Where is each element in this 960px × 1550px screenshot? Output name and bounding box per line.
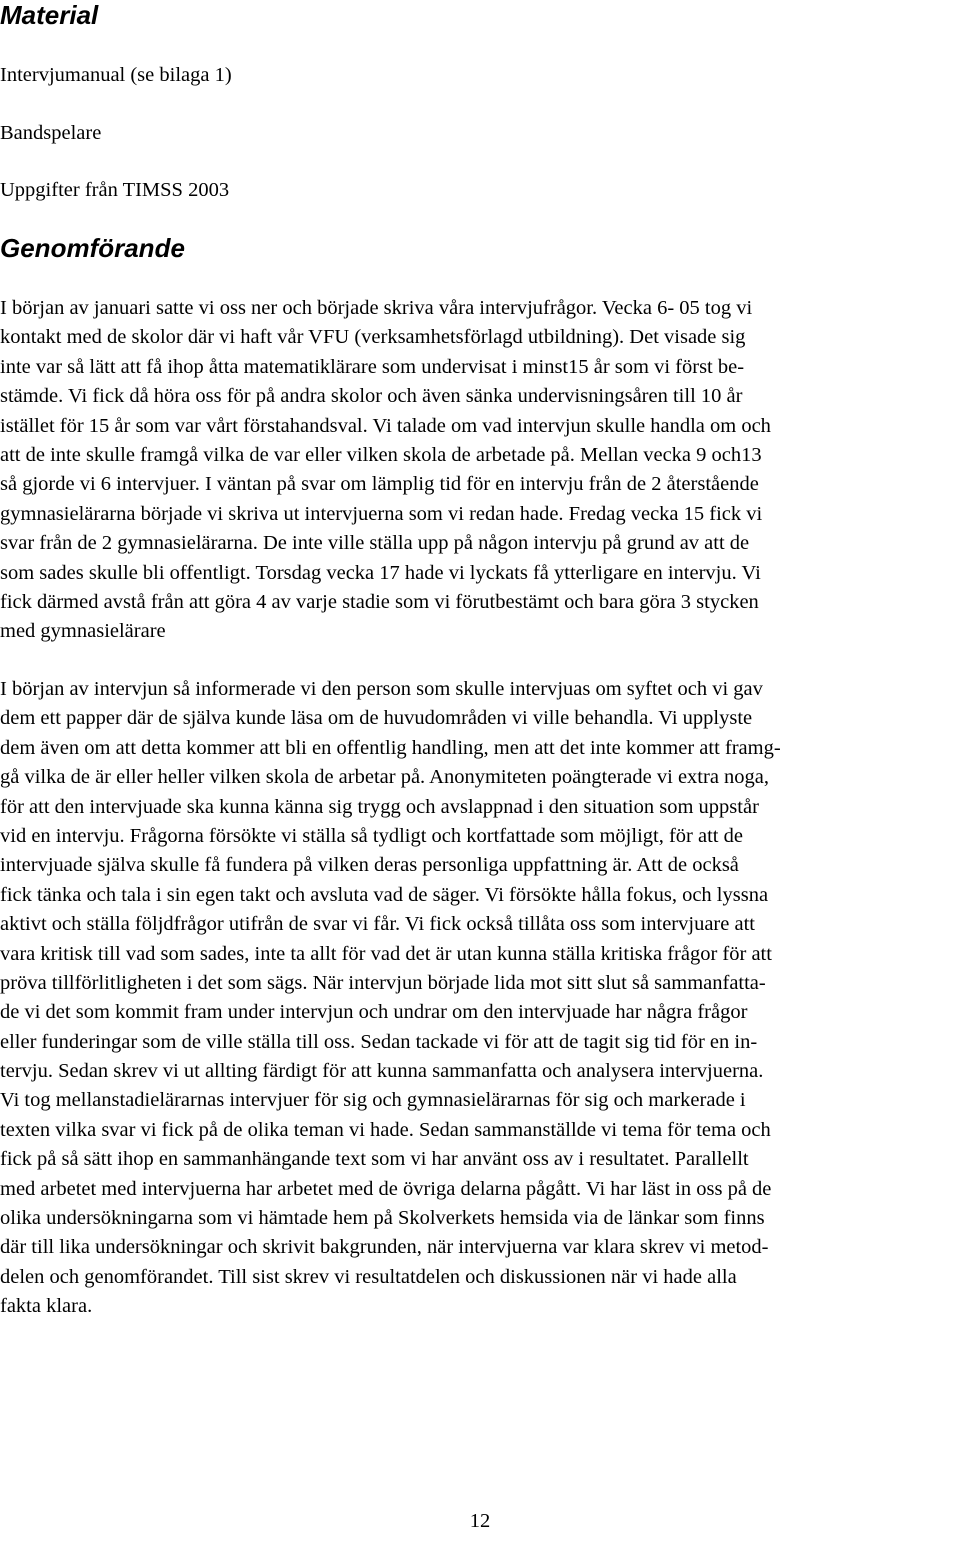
paragraph-interview-method [0, 675, 960, 1322]
text-line: intervjuade själva skulle få fundera på vilken deras personliga uppfattning är. Att de också [0, 854, 739, 877]
section-heading-material: Material [0, 0, 99, 30]
text-line: olika undersökningarna som vi hämtade hem på Skolverkets hemsida via de länkar som finns [0, 1207, 765, 1230]
text-line: gymnasielärarna började vi skriva ut intervjuerna som vi redan hade. Fredag vecka 15 fick vi [0, 502, 763, 525]
text-line: de vi det som kommit fram under intervjun och undrar om den intervjuade har några frågor [0, 1001, 748, 1024]
text-line: så gjorde vi 6 intervjuer. I väntan på svar om lämplig tid för en intervju från de 2 återstående [0, 473, 759, 496]
text-line: eller funderingar som de ville ställa till oss. Sedan tackade vi för att de tagit sig tid för en in- [0, 1030, 758, 1053]
text-line: vara kritisk till vad som sades, inte ta allt för vad det är utan kunna ställa kritiska frågor för att [0, 942, 772, 965]
text-line: I början av intervjun så informerade vi den person som skulle intervjuas om syftet och vi gav [0, 678, 763, 700]
text-line: med arbetet med intervjuerna har arbetet med de övriga delarna pågått. Vi har läst in oss på de [0, 1177, 772, 1200]
text-line: I början av januari satte vi oss ner och började skriva våra intervjufrågor. Vecka 6- 05 tog vi [0, 297, 753, 319]
text-line: istället för 15 år som var vårt förstahandsval. Vi talade om vad intervjun skulle handla om och [0, 414, 771, 437]
text-line: fick tänka och tala i sin egen takt och avsluta vad de säger. Vi försökte hålla fokus, och lyssna [0, 883, 769, 906]
page-number: 12 [469, 1510, 491, 1532]
text-line: pröva tillförlitligheten i det som sägs. När intervjun började lida mot sitt slut så sammanfatta- [0, 971, 766, 994]
text-line: Vi tog mellanstadielärarnas intervjuer för sig och gymnasielärarnas för sig och markerade i [0, 1089, 746, 1112]
text-line: dem ett papper där de själva kunde läsa om de huvudområden vi ville behandla. Vi upplyste [0, 707, 753, 730]
text-line: svar från de 2 gymnasielärarna. De inte ville ställa upp på någon intervju på grund av att de [0, 532, 750, 555]
text-line: gå vilka de är eller heller vilken skola de arbetar på. Anonymiteten poängterade vi extra noga, [0, 766, 770, 789]
text-line: kontakt med de skolor där vi haft vår VFU (verksamhetsförlagd utbildning). Det visade sig [0, 326, 746, 349]
text-line: fakta klara. [0, 1295, 93, 1318]
text-line: med gymnasielärare [0, 620, 166, 643]
text-line: delen och genomförandet. Till sist skrev vi resultatdelen och diskussionen när vi hade alla [0, 1265, 737, 1288]
text-line: för att den intervjuade ska kunna känna sig trygg och avslappnad i den situation som uppstår [0, 795, 759, 818]
paragraph-procedure [0, 294, 960, 647]
text-line: texten vilka svar vi fick på de olika teman vi hade. Sedan sammanställde vi tema för tema och [0, 1118, 771, 1141]
text-line: vid en intervju. Frågorna försökte vi ställa så tydligt och kortfattade som möjligt, för att de [0, 824, 743, 847]
text-line: inte var så lätt att få ihop åtta matematiklärare som undervisat i minst15 år som vi först be- [0, 355, 745, 378]
text-line: att de inte skulle framgå vilka de var eller vilken skola de arbetade på. Mellan vecka 9 och13 [0, 443, 762, 466]
text-line: tervju. Sedan skrev vi ut allting färdigt för att kunna sammanfatta och analysera intervjuerna. [0, 1060, 764, 1083]
material-item: Bandspelare [0, 122, 102, 144]
section-heading-genomforande: Genomförande [0, 233, 185, 263]
text-line: fick därmed avstå från att göra 4 av varje stadie som vi förutbestämt och bara göra 3 stycken [0, 590, 759, 613]
text-line: dem även om att detta kommer att bli en offentlig handling, men att det inte kommer att framg- [0, 736, 781, 759]
material-item: Uppgifter från TIMSS 2003 [0, 179, 230, 201]
text-line: fick på så sätt ihop en sammanhängande text som vi har använt oss av i resultatet. Parallellt [0, 1148, 749, 1171]
text-line: som sades skulle bli offentligt. Torsdag vecka 17 hade vi lyckats få ytterligare en intervju. Vi [0, 561, 761, 584]
text-line: aktivt och ställa följdfrågor utifrån de svar vi får. Vi fick också tillåta oss som intervjuare att [0, 913, 755, 936]
material-item: Intervjumanual (se bilaga 1) [0, 64, 232, 86]
text-line: stämde. Vi fick då höra oss för på andra skolor och även sänka undervisningsåren till 10 år [0, 385, 743, 408]
text-line: där till lika undersökningar och skrivit bakgrunden, när intervjuerna var klara skrev vi metod- [0, 1236, 769, 1259]
